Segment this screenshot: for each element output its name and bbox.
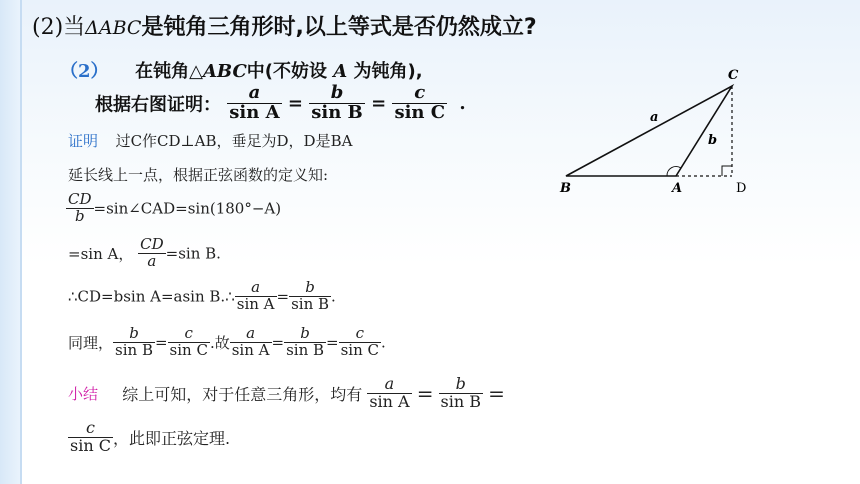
proof-frac-cd-a: $\frac{CD}{a}$ <box>140 235 164 270</box>
proof-l6-a: 同理， <box>68 333 114 352</box>
label-side-a: a <box>650 110 659 125</box>
proof-l4-b: =sin B. <box>165 244 221 263</box>
left-decor-bar <box>0 0 22 484</box>
part2-text-b: 中(不妨设 <box>246 61 328 82</box>
question-title <box>32 10 537 41</box>
prove-eq-2: = <box>371 92 387 114</box>
proof-line-6: 同理， $\frac{b}{\text{sin B}}$ = $\frac{c}{\text{sin C}}$ .故 $\frac{a}{\text{sin A}}$ = $\frac{b}{\text{sin B}}$ = $\frac{c}{\text{sin C}}$ . <box>68 324 386 359</box>
summary-text: 综上可知，对于任意三角形，均有 <box>122 384 363 404</box>
label-b: B <box>560 181 571 196</box>
proof-l6-frac-4: $\frac{b}{\text{sin B}}$ <box>286 324 325 359</box>
proof-l6-frac-1: $\frac{b}{\text{sin B}}$ <box>115 324 153 359</box>
proof-line2-text: 延长线上一点，根据正弦函数的定义知: <box>68 166 329 184</box>
summary-line-1: 小结 综上可知，对于任意三角形，均有 $\frac{a}{\text{sin A}}$ = $\frac{b}{\text{sin B}}$ = <box>68 374 505 411</box>
proof-line-4 <box>68 237 221 270</box>
prove-frac-a: $\frac{a}{\text{sin A}}$ <box>229 82 280 123</box>
summary-frac-b: $\frac{b}{\text{sin B}}$ <box>440 374 482 411</box>
summary-frac-a: $\frac{a}{\text{sin A}}$ <box>369 374 410 411</box>
part2-line <box>60 57 423 83</box>
label-d: D <box>736 181 747 196</box>
summary-end: ，此即正弦定理. <box>112 428 231 448</box>
proof-line-5: ∴CD=bsin A=asin B.∴ $\frac{a}{\text{sin A}}$ = $\frac{b}{\text{sin B}}$ . <box>68 278 336 313</box>
part2-a-var: A <box>333 61 348 82</box>
triangle-abc <box>566 86 732 176</box>
label-c: C <box>728 68 739 83</box>
proof-l5-frac-1: $\frac{a}{\text{sin A}}$ <box>236 278 275 313</box>
label-side-b: b <box>708 133 718 148</box>
proof-line-2 <box>68 164 328 185</box>
prove-line <box>95 84 466 123</box>
proof-line-3 <box>66 192 281 225</box>
proof-l5-frac-2: $\frac{b}{\text{sin B}}$ <box>291 278 330 313</box>
proof-l6-frac-2: $\frac{c}{\text{sin C}}$ <box>169 324 208 359</box>
proof-label: 证明 <box>68 132 99 150</box>
right-angle-mark <box>722 166 732 176</box>
summary-frac-c: $\frac{c}{\text{sin C}}$ <box>70 418 111 455</box>
proof-l6-frac-3: $\frac{a}{\text{sin A}}$ <box>231 324 270 359</box>
triangle-figure <box>556 66 786 206</box>
prove-frac-c: $\frac{c}{\text{sin C}}$ <box>394 82 446 123</box>
question-triangle: ΔABC <box>85 17 142 39</box>
proof-l3-rest: =sin∠CAD=sin(180°−A) <box>93 199 282 218</box>
summary-label: 小结 <box>68 384 99 403</box>
question-suffix: 是钝角三角形时,以上等式是否仍然成立? <box>141 15 537 40</box>
prove-eq-1: = <box>287 92 303 114</box>
proof-l6-frac-5: $\frac{c}{\text{sin C}}$ <box>340 324 380 359</box>
part2-text-a: 在钝角△ <box>135 61 203 82</box>
proof-line-1 <box>68 130 352 151</box>
prove-frac-b: $\frac{b}{\text{sin B}}$ <box>311 82 363 123</box>
proof-frac-cd-b: $\frac{CD}{b}$ <box>68 190 92 225</box>
question-prefix: (2)当 <box>32 15 86 40</box>
summary-line-2 <box>68 420 230 455</box>
part2-text-c: 为钝角), <box>353 61 423 82</box>
prove-label: 根据右图证明： <box>95 94 221 116</box>
proof-line1-text: 过C作CD⊥AB，垂足为D，D是BA <box>115 132 353 150</box>
proof-l5-a: ∴CD=bsin A=asin B.∴ <box>68 287 235 306</box>
label-a: A <box>672 181 683 196</box>
part2-number: （2） <box>60 61 109 82</box>
part2-abc: ABC <box>202 61 247 82</box>
proof-l4-a: =sin A， <box>68 244 134 263</box>
prove-end: . <box>459 92 466 114</box>
